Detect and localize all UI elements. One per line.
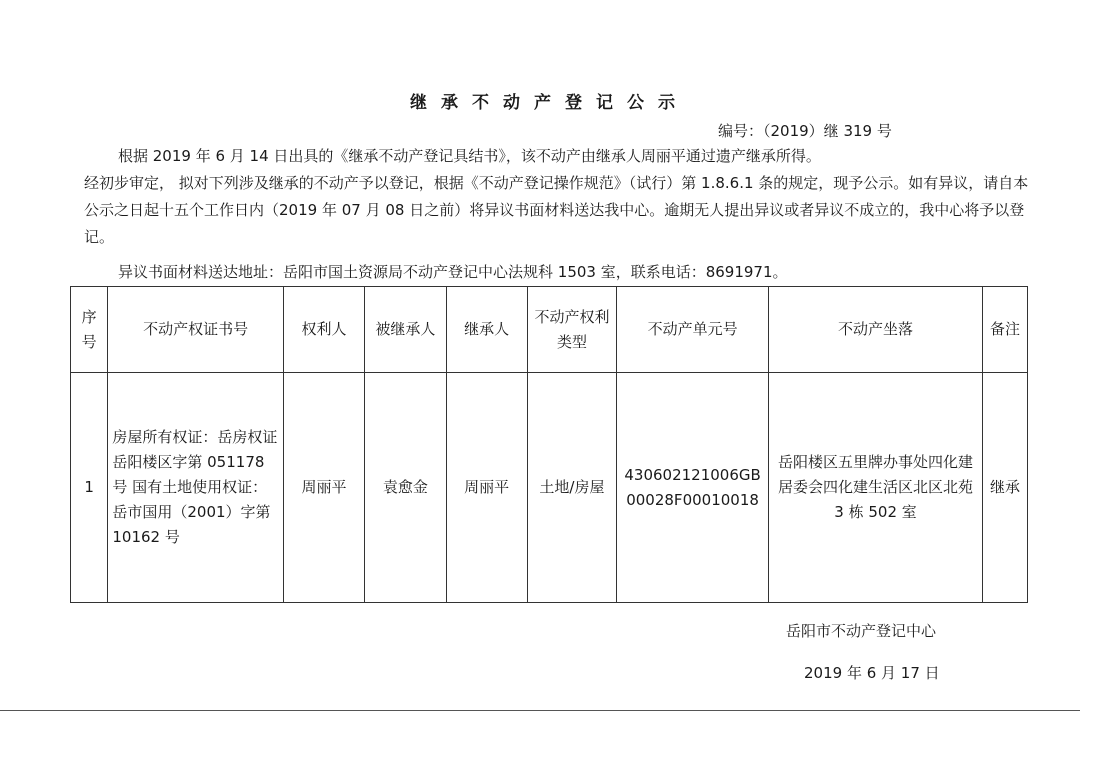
cell-unit-no: 430602121006GB00028F00010018 [617,373,769,603]
cell-right-type: 土地/房屋 [527,373,616,603]
header-owner: 权利人 [283,287,364,373]
header-unit-no: 不动产单元号 [617,287,769,373]
issue-date: 2019 年 6 月 17 日 [804,664,940,682]
paragraph-announcement: 经初步审定， 拟对下列涉及继承的不动产予以登记，根据《不动产登记操作规范》（试行）第 1.8.6.1 条的规定，现予公示。如有异议，请自本公示之日起十五个工作日内（2019 年 07 月 08 日之前）将异议书面材料送达我中心。逾期无人提出异议或者异议不成立的，我中心将予以登记。 [84,174,1029,246]
header-remark: 备注 [982,287,1027,373]
paragraph-objection-address: 异议书面材料送达地址：岳阳市国土资源局不动产登记中心法规科 1503 室，联系电话：8691971。 [118,263,788,281]
scan-edge-line [0,710,1080,711]
header-location: 不动产坐落 [769,287,983,373]
header-right-type: 不动产权利类型 [527,287,616,373]
header-heir: 继承人 [446,287,527,373]
document-number: 编号：（2019）继 319 号 [718,122,892,140]
cell-location: 岳阳楼区五里牌办事处四化建居委会四化建生活区北区北苑 3 栋 502 室 [769,373,983,603]
notice-title: 继承不动产登记公示 [410,93,689,113]
cell-cert: 房屋所有权证：岳房权证岳阳楼区字第 051178 号 国有土地使用权证：岳市国用（2001）字第 10162 号 [108,373,283,603]
cell-owner: 周丽平 [283,373,364,603]
table-header-row [71,287,1028,373]
cell-decedent: 袁愈金 [365,373,446,603]
registration-table [70,286,1028,603]
cell-heir: 周丽平 [446,373,527,603]
table-row [71,373,1028,603]
cell-no: 1 [71,373,108,603]
header-no: 序号 [71,287,108,373]
issuer-name: 岳阳市不动产登记中心 [786,622,937,640]
header-cert: 不动产权证书号 [108,287,283,373]
header-decedent: 被继承人 [365,287,446,373]
paragraph-basis: 根据 2019 年 6 月 14 日出具的《继承不动产登记具结书》，该不动产由继承人周丽平通过遗产继承所得。 [118,147,821,165]
cell-remark: 继承 [982,373,1027,603]
